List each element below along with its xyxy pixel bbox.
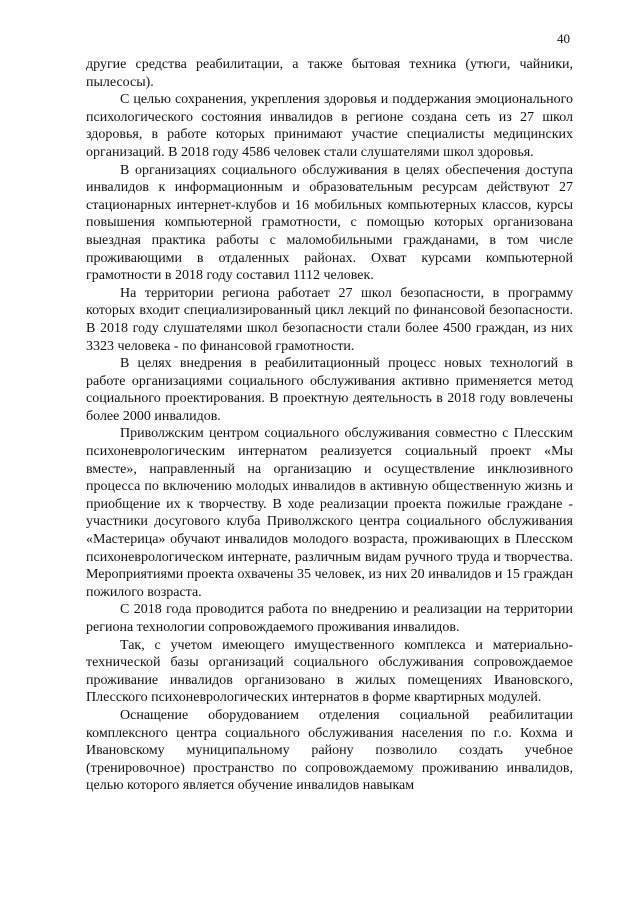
paragraph: В организациях социального обслуживания в целях обеспечения доступа инвалидов к информационным и образовательным ресурсам действуют 27 стационарных интернет-клубов и 16 мобильных компьютерных классов, курсы повышения компьютерной грамотности, с помощью которых организована выездная практика работы с маломобильными гражданами, в том числе проживающими в отдаленных районах. Охват курсами компьютерной грамотности в 2018 году составил 1112 человек. [86,162,573,284]
paragraph: другие средства реабилитации, а также бытовая техника (утюги, чайники, пылесосы). [86,57,573,90]
paragraph: Оснащение оборудованием отделения социальной реабилитации комплексного центра социального обслуживания населения по г.о. Кохма и Ивановскому муниципальному району позволило создать учебное (тренировочное) пространство по сопровождаемому проживанию инвалидов, целью которого является обучение инвалидов навыкам [86,707,573,794]
paragraph: В целях внедрения в реабилитационный процесс новых технологий в работе организациями социального обслуживания активно применяется метод социального проектирования. В проектную деятельность в 2018 году вовлечены более 2000 инвалидов. [86,356,573,424]
paragraph: Так, с учетом имеющего имущественного комплекса и материально-технической базы организаций социального обслуживания сопровождаемое проживание инвалидов организовано в жилых помещениях Ивановского, Плесского психоневрологических интернатов в форме квартирных модулей. [86,637,573,706]
paragraph: С 2018 года проводится работа по внедрению и реализации на территории региона технологии сопровождаемого проживания инвалидов. [86,602,573,635]
paragraph: С целью сохранения, укрепления здоровья и поддержания эмоционального психологического состояния инвалидов в регионе создана сеть из 27 школ здоровья, в работе которых принимают участие специалисты медицинских организаций. В 2018 году 4586 человек стали слушателями школ здоровья. [86,92,573,160]
paragraph: На территории региона работает 27 школ безопасности, в программу которых входит специализированный цикл лекций по финансовой безопасности. В 2018 году слушателями школ безопасности стали более 4500 граждан, из них 3323 человека - по финансовой грамотности. [86,285,573,354]
document-body [86,56,573,795]
page-number: 40 [557,31,570,46]
paragraph: Приволжским центром социального обслуживания совместно с Плесским психоневрологическим интернатом реализуется социальный проект «Мы вместе», направленный на организацию и осуществление инклюзивного процесса по включению молодых инвалидов в активную общественную жизнь и приобщение их к творчеству. В ходе реализации проекта пожилые граждане - участники досугового клуба Приволжского центра социального обслуживания «Мастерица» обучают инвалидов молодого возраста, проживающих в Плесском психоневрологическом интернате, различным видам ручного труда и творчества. Мероприятиями проекта охвачены 35 человек, из них 20 инвалидов и 15 граждан пожилого возраста. [86,426,573,600]
